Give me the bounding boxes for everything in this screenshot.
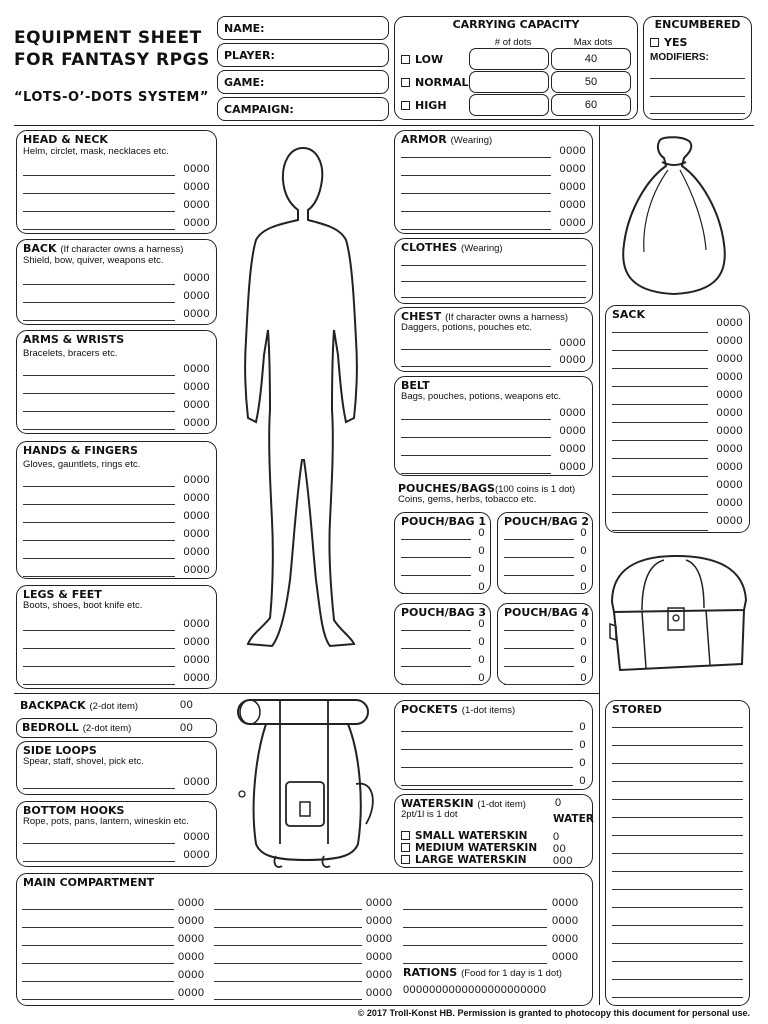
- item-line[interactable]: [504, 666, 574, 667]
- item-line[interactable]: [401, 630, 471, 631]
- legs-feet-title: LEGS & FEET: [23, 588, 102, 601]
- item-line[interactable]: [612, 727, 743, 728]
- backpack-dots[interactable]: 00: [180, 699, 194, 711]
- item-line[interactable]: [23, 666, 175, 667]
- large-waterskin-checkbox[interactable]: LARGE WATERSKIN: [401, 854, 527, 866]
- item-line[interactable]: [23, 411, 175, 412]
- item-line[interactable]: [23, 486, 175, 487]
- item-line[interactable]: [612, 368, 708, 369]
- item-dots[interactable]: 0: [580, 672, 587, 684]
- item-dots[interactable]: 0000: [552, 915, 579, 927]
- bottom-hooks-title: BOTTOM HOOKS: [23, 804, 125, 817]
- body-figure-icon: [228, 140, 378, 680]
- backpack-label: BACKPACK (2-dot item): [20, 699, 139, 712]
- item-dots[interactable]: 0000: [183, 492, 210, 504]
- item-line[interactable]: [401, 437, 551, 438]
- clothes-title: CLOTHES (Wearing): [401, 241, 503, 254]
- item-dots[interactable]: 0000: [716, 317, 743, 329]
- item-line[interactable]: [612, 404, 708, 405]
- item-line[interactable]: [612, 889, 743, 890]
- item-dots[interactable]: 0: [580, 527, 587, 539]
- item-dots[interactable]: 0000: [552, 951, 579, 963]
- item-line[interactable]: [401, 175, 551, 176]
- divider: [14, 125, 754, 126]
- item-dots[interactable]: 0000: [716, 407, 743, 419]
- copyright-footer: © 2017 Troll-Konst HB. Permission is granted to photocopy this document for personal use.: [357, 1008, 750, 1018]
- stored-box: [605, 700, 750, 1006]
- item-dots[interactable]: 0000: [559, 145, 586, 157]
- item-line[interactable]: [401, 557, 471, 558]
- player-field[interactable]: PLAYER:: [217, 43, 389, 67]
- item-line[interactable]: [23, 320, 175, 321]
- item-line[interactable]: [612, 925, 743, 926]
- belt-title: BELT: [401, 379, 430, 392]
- item-line[interactable]: [403, 909, 547, 910]
- item-line[interactable]: [401, 455, 551, 456]
- item-dots[interactable]: 0000: [366, 933, 393, 945]
- item-line[interactable]: [612, 440, 708, 441]
- pouch-bag-3: [394, 603, 491, 685]
- item-dots[interactable]: 0: [580, 618, 587, 630]
- item-line[interactable]: [23, 558, 175, 559]
- item-line[interactable]: [401, 731, 573, 732]
- item-dots[interactable]: 0000: [183, 654, 210, 666]
- carrying-capacity-box: [394, 16, 638, 120]
- item-line[interactable]: [23, 211, 175, 212]
- item-dots[interactable]: 0: [579, 721, 586, 733]
- waterskin-dots[interactable]: 0: [555, 797, 562, 809]
- chest-desc: Daggers, potions, pouches etc.: [401, 322, 532, 333]
- item-line[interactable]: [23, 229, 175, 230]
- item-line[interactable]: [401, 349, 551, 350]
- stored-title: STORED: [612, 703, 662, 716]
- water-label: WATER: [553, 813, 594, 825]
- item-dots[interactable]: 0000: [716, 443, 743, 455]
- item-dots[interactable]: 0000: [183, 510, 210, 522]
- item-line[interactable]: [401, 593, 471, 594]
- clothes-box: [394, 238, 593, 304]
- item-dots[interactable]: 0000: [183, 776, 210, 788]
- item-dots[interactable]: 0000: [183, 381, 210, 393]
- item-line[interactable]: [612, 476, 708, 477]
- item-dots[interactable]: 0: [478, 672, 485, 684]
- item-line[interactable]: [612, 530, 708, 531]
- item-dots[interactable]: 0: [478, 527, 485, 539]
- item-line[interactable]: [214, 927, 362, 928]
- item-line[interactable]: [612, 745, 743, 746]
- chest-box: [394, 307, 593, 372]
- item-line[interactable]: [22, 909, 174, 910]
- item-line[interactable]: [612, 979, 743, 980]
- item-dots[interactable]: 0000: [183, 831, 210, 843]
- belt-box: [394, 376, 593, 476]
- low-checkbox[interactable]: LOW: [401, 53, 443, 66]
- normal-dots-field[interactable]: [469, 71, 549, 93]
- item-line[interactable]: [401, 229, 551, 230]
- item-line[interactable]: [504, 684, 574, 685]
- item-dots[interactable]: 0000: [183, 849, 210, 861]
- item-line[interactable]: [401, 265, 586, 266]
- item-line[interactable]: [401, 648, 471, 649]
- item-dots[interactable]: 0000: [183, 636, 210, 648]
- head-neck-desc: Helm, circlet, mask, necklaces etc.: [23, 146, 169, 157]
- small-waterskin-checkbox[interactable]: SMALL WATERSKIN: [401, 830, 527, 842]
- dots-column-label: # of dots: [494, 37, 532, 48]
- item-line[interactable]: [401, 366, 551, 367]
- item-line[interactable]: [23, 648, 175, 649]
- item-line[interactable]: [504, 557, 574, 558]
- item-line[interactable]: [22, 945, 174, 946]
- back-desc: Shield, bow, quiver, weapons etc.: [23, 255, 164, 266]
- item-dots[interactable]: 0000: [183, 618, 210, 630]
- item-line[interactable]: [23, 522, 175, 523]
- item-dots[interactable]: 0000: [183, 290, 210, 302]
- item-dots[interactable]: 0000: [559, 337, 586, 349]
- item-dots[interactable]: 0000: [716, 353, 743, 365]
- item-line[interactable]: [612, 350, 708, 351]
- pouch-bag-3-title: POUCH/BAG 3: [401, 606, 487, 619]
- item-line[interactable]: [23, 630, 175, 631]
- item-line[interactable]: [612, 422, 708, 423]
- item-dots[interactable]: 0000: [559, 199, 586, 211]
- hands-fingers-box: [16, 441, 217, 579]
- arms-wrists-title: ARMS & WRISTS: [23, 333, 125, 346]
- item-dots[interactable]: 0000: [559, 425, 586, 437]
- item-line[interactable]: [23, 175, 175, 176]
- pouch-bag-4-title: POUCH/BAG 4: [504, 606, 590, 619]
- encumbered-box: [643, 16, 752, 120]
- item-line[interactable]: [22, 927, 174, 928]
- item-line[interactable]: [612, 458, 708, 459]
- side-loops-desc: Spear, staff, shovel, pick etc.: [23, 756, 144, 767]
- head-neck-title: HEAD & NECK: [23, 133, 108, 146]
- sack-box: [605, 305, 750, 533]
- bedroll-dots[interactable]: 00: [180, 722, 194, 734]
- item-line[interactable]: [23, 788, 175, 789]
- item-dots[interactable]: 0000: [366, 951, 393, 963]
- treasure-chest-icon: [606, 550, 752, 680]
- bottom-hooks-desc: Rope, pots, pans, lantern, wineskin etc.: [23, 816, 189, 827]
- item-line[interactable]: [22, 963, 174, 964]
- item-dots[interactable]: 0: [579, 739, 586, 751]
- item-line[interactable]: [23, 284, 175, 285]
- item-line[interactable]: [214, 909, 362, 910]
- waterskin-desc: 2pt/1l is 1 dot: [401, 809, 458, 820]
- main-compartment-title: MAIN COMPARTMENT: [23, 876, 155, 889]
- item-dots[interactable]: 0000: [178, 969, 205, 981]
- high-checkbox[interactable]: HIGH: [401, 99, 447, 112]
- item-line[interactable]: [401, 767, 573, 768]
- item-line[interactable]: [612, 781, 743, 782]
- item-dots[interactable]: 0000: [178, 951, 205, 963]
- sack-title: SACK: [612, 308, 646, 321]
- legs-feet-desc: Boots, shoes, boot knife etc.: [23, 600, 143, 611]
- item-line[interactable]: [612, 943, 743, 944]
- item-line[interactable]: [504, 539, 574, 540]
- pouch-bag-2-title: POUCH/BAG 2: [504, 515, 590, 528]
- item-dots[interactable]: 0: [478, 618, 485, 630]
- pouch-bag-1: [394, 512, 491, 594]
- side-loops-title: SIDE LOOPS: [23, 744, 97, 757]
- item-dots[interactable]: 0: [580, 545, 587, 557]
- item-line[interactable]: [22, 981, 174, 982]
- encumbered-yes-checkbox[interactable]: YES: [650, 36, 687, 49]
- low-max-dots: 40: [551, 48, 631, 70]
- item-line[interactable]: [401, 684, 471, 685]
- game-field[interactable]: GAME:: [217, 70, 389, 94]
- item-line[interactable]: [401, 539, 471, 540]
- armor-box: [394, 130, 593, 234]
- item-dots[interactable]: 0000: [183, 564, 210, 576]
- pouch-bag-4: [497, 603, 593, 685]
- item-dots[interactable]: 0: [478, 563, 485, 575]
- item-line[interactable]: [23, 393, 175, 394]
- item-line[interactable]: [401, 193, 551, 194]
- pouches-title: POUCHES/BAGS(100 coins is 1 dot): [398, 482, 576, 495]
- hands-fingers-desc: Gloves, gauntlets, rings etc.: [23, 459, 141, 470]
- item-dots[interactable]: 0000: [559, 407, 586, 419]
- pouch-bag-2: [497, 512, 593, 594]
- item-line[interactable]: [23, 861, 175, 862]
- item-dots[interactable]: 0000: [559, 163, 586, 175]
- item-line[interactable]: [401, 666, 471, 667]
- normal-checkbox[interactable]: NORMAL: [401, 76, 469, 89]
- item-line[interactable]: [612, 817, 743, 818]
- item-dots[interactable]: 0000: [366, 897, 393, 909]
- modifier-line[interactable]: [650, 113, 745, 114]
- item-line[interactable]: [612, 512, 708, 513]
- pouches-desc: Coins, gems, herbs, tobacco etc.: [398, 494, 537, 505]
- item-line[interactable]: [403, 963, 547, 964]
- item-line[interactable]: [23, 375, 175, 376]
- item-line[interactable]: [23, 540, 175, 541]
- item-line[interactable]: [401, 297, 586, 298]
- item-dots[interactable]: 0000: [716, 389, 743, 401]
- max-dots-column-label: Max dots: [573, 37, 613, 48]
- back-box: [16, 239, 217, 325]
- item-dots[interactable]: 0000: [183, 272, 210, 284]
- item-line[interactable]: [401, 575, 471, 576]
- item-line[interactable]: [23, 302, 175, 303]
- item-dots[interactable]: 0: [580, 654, 587, 666]
- waterskin-title: WATERSKIN (1-dot item): [401, 797, 526, 810]
- item-dots[interactable]: 0: [478, 581, 485, 593]
- hands-fingers-title: HANDS & FINGERS: [23, 444, 138, 457]
- item-dots[interactable]: 0000: [183, 217, 210, 229]
- item-dots[interactable]: 0000: [178, 933, 205, 945]
- item-dots[interactable]: 0000: [559, 354, 586, 366]
- waterskin-box: [394, 794, 593, 868]
- item-dots[interactable]: 0000: [716, 479, 743, 491]
- item-dots[interactable]: 0000: [366, 969, 393, 981]
- item-dots[interactable]: 0000: [183, 399, 210, 411]
- item-line[interactable]: [23, 504, 175, 505]
- belt-desc: Bags, pouches, potions, weapons etc.: [401, 391, 562, 402]
- pockets-title: POCKETS (1-dot items): [401, 703, 516, 716]
- item-line[interactable]: [22, 999, 174, 1000]
- normal-max-dots: 50: [551, 71, 631, 93]
- item-dots[interactable]: 0: [478, 545, 485, 557]
- item-dots[interactable]: 0000: [716, 371, 743, 383]
- modifier-line[interactable]: [650, 96, 745, 97]
- item-dots[interactable]: 0000: [559, 217, 586, 229]
- encumbered-title: ENCUMBERED: [654, 18, 741, 31]
- item-dots[interactable]: 0: [579, 757, 586, 769]
- back-title: BACK (If character owns a harness): [23, 242, 184, 255]
- item-dots[interactable]: 0000: [183, 181, 210, 193]
- low-dots-field[interactable]: [469, 48, 549, 70]
- item-line[interactable]: [504, 630, 574, 631]
- medium-waterskin-checkbox[interactable]: MEDIUM WATERSKIN: [401, 842, 537, 854]
- item-dots[interactable]: 0000: [178, 987, 205, 999]
- sack-icon: [612, 132, 736, 302]
- item-dots[interactable]: 0: [478, 636, 485, 648]
- item-line[interactable]: [23, 843, 175, 844]
- item-dots[interactable]: 0000: [716, 515, 743, 527]
- item-line[interactable]: [504, 575, 574, 576]
- item-dots[interactable]: 0000: [366, 987, 393, 999]
- item-dots[interactable]: 0000: [366, 915, 393, 927]
- item-line[interactable]: [403, 927, 547, 928]
- large-waterskin-dots[interactable]: 000: [553, 855, 573, 867]
- item-dots[interactable]: 0000: [716, 425, 743, 437]
- medium-waterskin-dots[interactable]: 00: [553, 843, 567, 855]
- item-line[interactable]: [214, 963, 362, 964]
- item-dots[interactable]: 0000: [183, 546, 210, 558]
- item-line[interactable]: [612, 763, 743, 764]
- sheet-title-line1: EQUIPMENT SHEET: [14, 28, 202, 48]
- item-dots[interactable]: 0000: [716, 335, 743, 347]
- campaign-field[interactable]: CAMPAIGN:: [217, 97, 389, 121]
- head-neck-box: [16, 130, 217, 234]
- chest-title: CHEST (If character owns a harness): [401, 310, 569, 323]
- pockets-box: [394, 700, 593, 790]
- item-dots[interactable]: 0000: [716, 461, 743, 473]
- item-dots[interactable]: 0: [580, 563, 587, 575]
- item-line[interactable]: [612, 799, 743, 800]
- item-line[interactable]: [612, 853, 743, 854]
- item-dots[interactable]: 0000: [183, 417, 210, 429]
- bedroll-label: BEDROLL (2-dot item): [22, 721, 132, 734]
- sheet-subtitle: “LOTS-O’-DOTS SYSTEM”: [14, 90, 209, 105]
- sheet-title-line2: FOR FANTASY RPGS: [14, 50, 210, 70]
- item-line[interactable]: [612, 907, 743, 908]
- item-line[interactable]: [401, 473, 551, 474]
- item-line[interactable]: [612, 494, 708, 495]
- item-line[interactable]: [403, 945, 547, 946]
- modifier-line[interactable]: [650, 78, 745, 79]
- item-dots[interactable]: 0000: [183, 308, 210, 320]
- carrying-capacity-title: CARRYING CAPACITY: [452, 18, 580, 31]
- item-line[interactable]: [401, 419, 551, 420]
- high-dots-field[interactable]: [469, 94, 549, 116]
- item-dots[interactable]: 0: [580, 581, 587, 593]
- arms-wrists-desc: Bracelets, bracers etc.: [23, 348, 118, 359]
- item-dots[interactable]: 0000: [183, 528, 210, 540]
- high-max-dots: 60: [551, 94, 631, 116]
- arms-wrists-box: [16, 330, 217, 434]
- item-line[interactable]: [23, 429, 175, 430]
- item-line[interactable]: [612, 332, 708, 333]
- modifiers-label: MODIFIERS:: [650, 52, 709, 63]
- item-dots[interactable]: 0000: [183, 672, 210, 684]
- item-line[interactable]: [214, 999, 362, 1000]
- small-waterskin-dots[interactable]: 0: [553, 831, 560, 843]
- item-dots[interactable]: 0000: [559, 181, 586, 193]
- divider: [599, 125, 600, 1005]
- item-line[interactable]: [401, 281, 586, 282]
- item-line[interactable]: [612, 997, 743, 998]
- item-dots[interactable]: 0: [478, 654, 485, 666]
- item-line[interactable]: [214, 981, 362, 982]
- item-dots[interactable]: 0000: [183, 474, 210, 486]
- legs-feet-box: [16, 585, 217, 689]
- item-line[interactable]: [612, 961, 743, 962]
- item-line[interactable]: [504, 593, 574, 594]
- item-dots[interactable]: 0000: [178, 897, 205, 909]
- item-line[interactable]: [401, 749, 573, 750]
- item-dots[interactable]: 0: [580, 636, 587, 648]
- rations-dots[interactable]: 0000000000000000000000: [403, 984, 547, 996]
- item-dots[interactable]: 0000: [183, 199, 210, 211]
- item-line[interactable]: [214, 945, 362, 946]
- item-dots[interactable]: 0000: [552, 897, 579, 909]
- item-dots[interactable]: 0: [579, 775, 586, 787]
- item-line[interactable]: [504, 648, 574, 649]
- backpack-icon: [236, 694, 382, 872]
- armor-title: ARMOR (Wearing): [401, 133, 493, 146]
- name-field[interactable]: NAME:: [217, 16, 389, 40]
- item-dots[interactable]: 0000: [716, 497, 743, 509]
- item-line[interactable]: [401, 211, 551, 212]
- item-line[interactable]: [23, 193, 175, 194]
- item-line[interactable]: [401, 157, 551, 158]
- item-dots[interactable]: 0000: [559, 443, 586, 455]
- item-line[interactable]: [612, 871, 743, 872]
- rations-title: RATIONS (Food for 1 day is 1 dot): [403, 966, 562, 979]
- bottom-hooks-box: [16, 801, 217, 867]
- item-line[interactable]: [23, 576, 175, 577]
- item-line[interactable]: [612, 386, 708, 387]
- item-dots[interactable]: 0000: [552, 933, 579, 945]
- item-dots[interactable]: 0000: [559, 461, 586, 473]
- item-line[interactable]: [612, 835, 743, 836]
- pouch-bag-1-title: POUCH/BAG 1: [401, 515, 487, 528]
- item-dots[interactable]: 0000: [178, 915, 205, 927]
- item-dots[interactable]: 0000: [183, 163, 210, 175]
- item-dots[interactable]: 0000: [183, 363, 210, 375]
- item-line[interactable]: [401, 785, 573, 786]
- bedroll-box: [16, 718, 217, 738]
- side-loops-box: [16, 741, 217, 795]
- item-line[interactable]: [23, 684, 175, 685]
